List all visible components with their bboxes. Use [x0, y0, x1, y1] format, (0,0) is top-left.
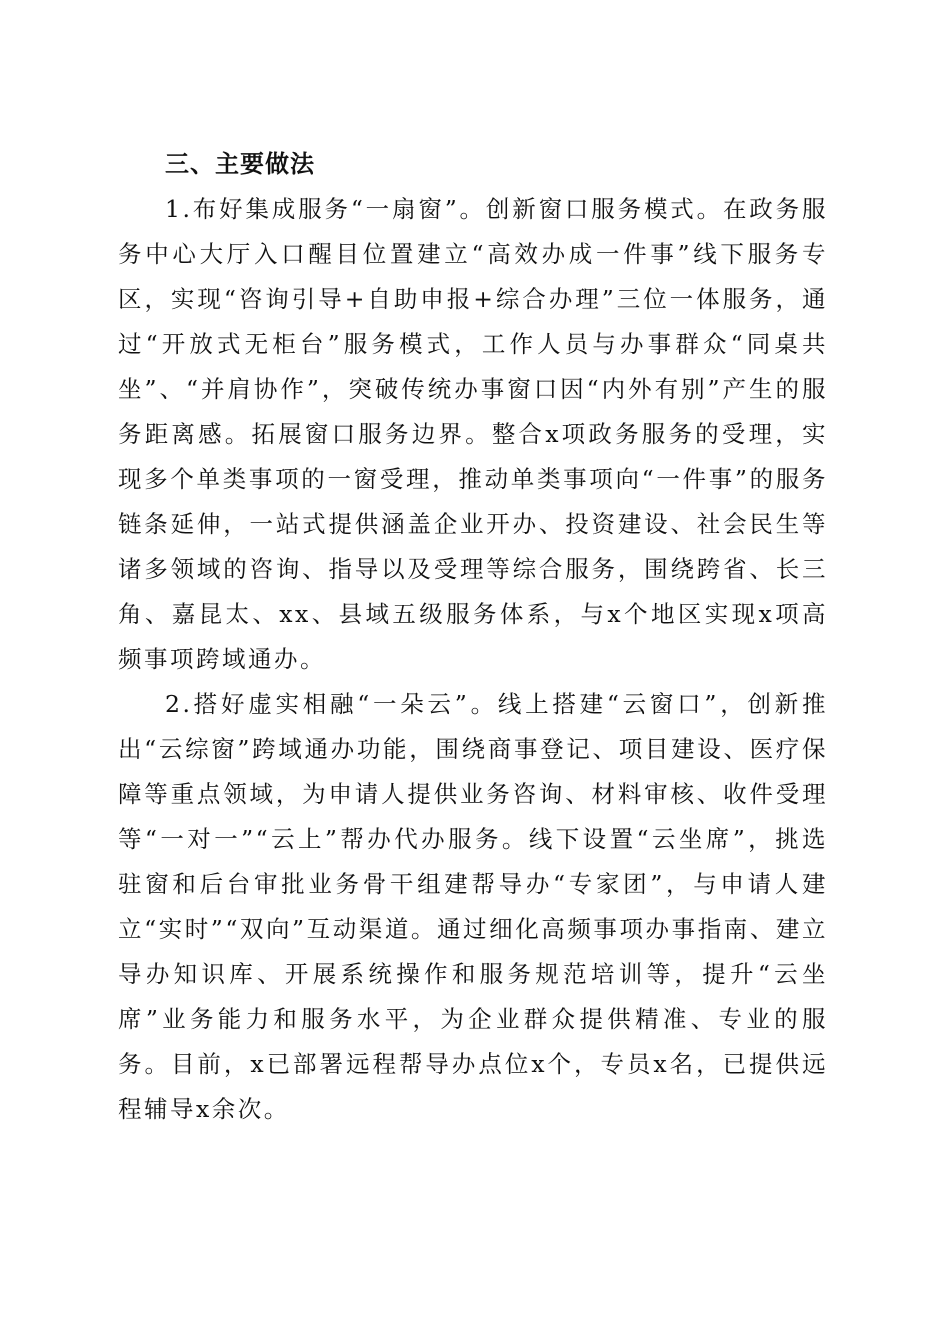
document-body	[118, 142, 828, 1132]
paragraph-1: 1.布好集成服务“一扇窗”。创新窗口服务模式。在政务服务中心大厅入口醒目位置建立“高效办成一件事”线下服务专区，实现“咨询引导+自助申报+综合办理”三位一体服务，通过“开放式无柜台”服务模式，工作人员与办事群众“同桌共坐”、“并肩协作”，突破传统办事窗口因“内外有别”产生的服务距离感。拓展窗口服务边界。整合x项政务服务的受理，实现多个单类事项的一窗受理，推动单类事项向“一件事”的服务链条延伸，一站式提供涵盖企业开办、投资建设、社会民生等诸多领域的咨询、指导以及受理等综合服务，围绕跨省、长三角、嘉昆太、xx、县域五级服务体系，与x个地区实现x项高频事项跨域通办。	[118, 195, 828, 673]
section-heading: 三、主要做法	[165, 150, 315, 178]
paragraph-2: 2.搭好虚实相融“一朵云”。线上搭建“云窗口”，创新推出“云综窗”跨域通办功能，围绕商事登记、项目建设、医疗保障等重点领域，为申请人提供业务咨询、材料审核、收件受理等“一对一”“云上”帮办代办服务。线下设置“云坐席”，挑选驻窗和后台审批业务骨干组建帮导办“专家团”，与申请人建立“实时”“双向”互动渠道。通过细化高频事项办事指南、建立导办知识库、开展系统操作和服务规范培训等，提升“云坐席”业务能力和服务水平，为企业群众提供精准、专业的服务。目前，x已部署远程帮导办点位x个，专员x名，已提供远程辅导x余次。	[118, 690, 828, 1123]
